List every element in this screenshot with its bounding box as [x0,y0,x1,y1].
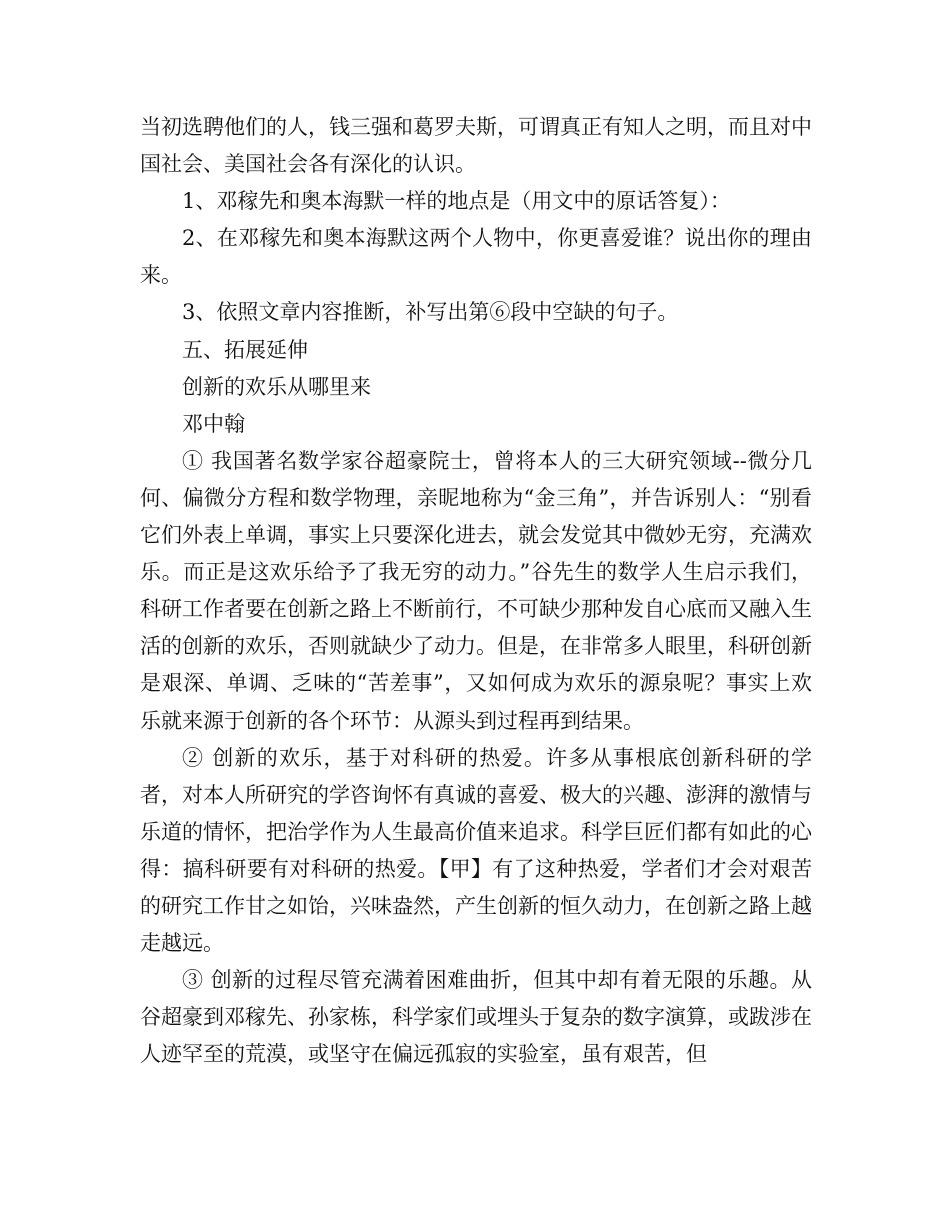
question-1: 1、邓稼先和奥本海默一样的地点是（用文中的原话答复）： [182,189,731,214]
article-paragraph-3: ③ 创新的过程尽管充满着困难曲折，但其中却有着无限的乐趣。从谷超豪到邓稼先、孙家栋，科学家们或埋头于复杂的数字演算，或跋涉在人迹罕至的荒漠，或坚守在偏远孤寂的实验室，虽有艰苦，但 [140,968,812,1067]
article-author: 邓中翰 [182,411,245,436]
question-3: 3、依照文章内容推断，补写出第⑥段中空缺的句子。 [182,300,679,325]
question-2: 2、在邓稼先和奥本海默这两个人物中，你更喜爱谁？说出你的理由来。 [140,226,812,288]
paragraph-intro-end: 当初选聘他们的人，钱三强和葛罗夫斯，可谓真正有知人之明，而且对中国社会、美国社会各有深化的认识。 [140,115,812,177]
article-title: 创新的欢乐从哪里来 [182,374,371,399]
section-heading: 五、拓展延伸 [182,337,308,362]
article-paragraph-1: ① 我国著名数学家谷超豪院士，曾将本人的三大研究领域--微分几何、偏微分方程和数学物理，亲昵地称为“金三角”，并告诉别人：“别看它们外表上单调，事实上只要深化进去，就会发觉其中微妙无穷，充满欢乐。而正是这欢乐给予了我无穷的动力。”谷先生的数学人生启示我们，科研工作者要在创新之路上不断前行，不可缺少那种发自心底而又融入生活的创新的欢乐，否则就缺少了动力。但是，在非常多人眼里，科研创新是艰深、单调、乏味的“苦差事”，又如何成为欢乐的源泉呢？事实上欢乐就来源于创新的各个环节：从源头到过程再到结果。 [140,448,812,733]
article-paragraph-2: ② 创新的欢乐，基于对科研的热爱。许多从事根底创新科研的学者，对本人所研究的学咨询怀有真诚的喜爱、极大的兴趣、澎湃的激情与乐道的情怀，把治学作为人生最高价值来追求。科学巨匠们都有如此的心得：搞科研要有对科研的热爱。【甲】有了这种热爱，学者们才会对艰苦的研究工作甘之如饴，兴味盎然，产生创新的恒久动力，在创新之路上越走越远。 [140,745,812,956]
document-body [140,109,812,1073]
